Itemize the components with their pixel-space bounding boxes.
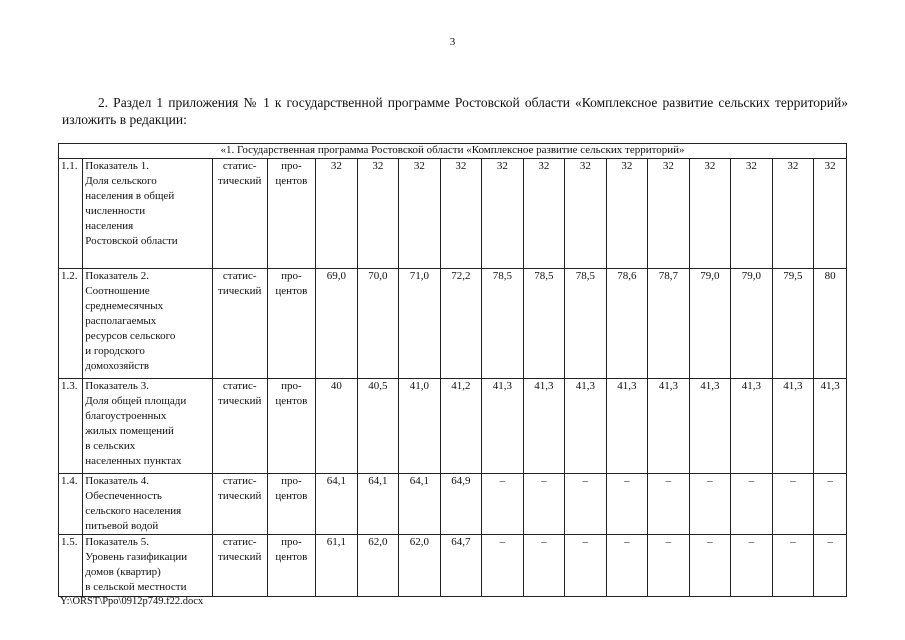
unit-of-measure: про- центов <box>267 474 316 535</box>
year-value: – <box>772 535 814 597</box>
year-value: 32 <box>399 159 441 269</box>
year-value: 40 <box>316 379 358 474</box>
year-value: 78,5 <box>565 269 607 379</box>
data-source: статис- тический <box>212 474 267 535</box>
year-value: 32 <box>440 159 482 269</box>
year-value: 32 <box>731 159 773 269</box>
year-value: – <box>523 474 565 535</box>
table-caption: «1. Государственная программа Ростовской области «Комплексное развитие сельских территорий» <box>59 144 847 159</box>
year-value: 32 <box>357 159 399 269</box>
table-row <box>59 159 847 269</box>
year-value: 32 <box>316 159 358 269</box>
year-value: – <box>772 474 814 535</box>
year-value: 64,1 <box>316 474 358 535</box>
year-value: – <box>731 474 773 535</box>
unit-of-measure: про- центов <box>267 159 316 269</box>
year-value: 69,0 <box>316 269 358 379</box>
unit-of-measure: про- центов <box>267 535 316 597</box>
year-value: 32 <box>689 159 731 269</box>
year-value: – <box>689 535 731 597</box>
unit-of-measure: про- центов <box>267 269 316 379</box>
year-value: – <box>648 535 690 597</box>
year-value: – <box>731 535 773 597</box>
row-number: 1.1. <box>59 159 83 269</box>
year-value: 61,1 <box>316 535 358 597</box>
year-value: 79,0 <box>731 269 773 379</box>
data-source: статис- тический <box>212 159 267 269</box>
year-value: 41,3 <box>689 379 731 474</box>
year-value: 64,1 <box>357 474 399 535</box>
unit-of-measure: про- центов <box>267 379 316 474</box>
indicator-name: Показатель 2. Соотношение среднемесячных располагаемых ресурсов сельского и городского домохозяйств <box>83 269 213 379</box>
page-number: 3 <box>449 36 456 48</box>
amendment-paragraph: 2. Раздел 1 приложения № 1 к государственной программе Ростовской области «Комплексное развитие сельских территорий» изложить в редакции: <box>62 95 848 127</box>
year-value: 41,2 <box>440 379 482 474</box>
year-value: 72,2 <box>440 269 482 379</box>
year-value: 41,3 <box>565 379 607 474</box>
year-value: 41,3 <box>731 379 773 474</box>
data-source: статис- тический <box>212 535 267 597</box>
year-value: – <box>814 474 847 535</box>
year-value: – <box>565 474 607 535</box>
data-source: статис- тический <box>212 269 267 379</box>
indicator-name: Показатель 1. Доля сельского населения в общей численности населения Ростовской области <box>83 159 213 269</box>
year-value: 62,0 <box>357 535 399 597</box>
indicator-name: Показатель 5. Уровень газификации домов (квартир) в сельской местности <box>83 535 213 597</box>
table-row <box>59 269 847 379</box>
table-caption-row <box>59 144 847 159</box>
year-value: 41,3 <box>648 379 690 474</box>
year-value: 78,5 <box>523 269 565 379</box>
year-value: 32 <box>648 159 690 269</box>
row-number: 1.4. <box>59 474 83 535</box>
year-value: 62,0 <box>399 535 441 597</box>
row-number: 1.2. <box>59 269 83 379</box>
year-value: 32 <box>565 159 607 269</box>
table-row <box>59 379 847 474</box>
year-value: – <box>482 474 524 535</box>
row-number: 1.5. <box>59 535 83 597</box>
year-value: – <box>606 535 648 597</box>
year-value: 64,1 <box>399 474 441 535</box>
year-value: 32 <box>606 159 648 269</box>
year-value: 64,7 <box>440 535 482 597</box>
year-value: 32 <box>523 159 565 269</box>
year-value: – <box>523 535 565 597</box>
year-value: 32 <box>814 159 847 269</box>
year-value: – <box>648 474 690 535</box>
year-value: 41,3 <box>482 379 524 474</box>
year-value: 40,5 <box>357 379 399 474</box>
data-source: статис- тический <box>212 379 267 474</box>
year-value: 71,0 <box>399 269 441 379</box>
year-value: – <box>482 535 524 597</box>
year-value: – <box>606 474 648 535</box>
year-value: 32 <box>772 159 814 269</box>
year-value: 80 <box>814 269 847 379</box>
year-value: 79,5 <box>772 269 814 379</box>
year-value: 64,9 <box>440 474 482 535</box>
indicator-name: Показатель 3. Доля общей площади благоустроенных жилых помещений в сельских населенных пунктах <box>83 379 213 474</box>
year-value: 41,3 <box>814 379 847 474</box>
year-value: 41,3 <box>772 379 814 474</box>
indicator-name: Показатель 4. Обеспеченность сельского населения питьевой водой <box>83 474 213 535</box>
file-path-footer: Y:\ORST\Ppo\0912p749.f22.docx <box>60 596 204 607</box>
indicators-table <box>58 143 847 597</box>
year-value: 41,0 <box>399 379 441 474</box>
year-value: 32 <box>482 159 524 269</box>
year-value: 41,3 <box>606 379 648 474</box>
year-value: 41,3 <box>523 379 565 474</box>
year-value: – <box>814 535 847 597</box>
year-value: 78,7 <box>648 269 690 379</box>
year-value: – <box>689 474 731 535</box>
year-value: 79,0 <box>689 269 731 379</box>
table-row <box>59 474 847 535</box>
year-value: 78,5 <box>482 269 524 379</box>
table-row <box>59 535 847 597</box>
year-value: 70,0 <box>357 269 399 379</box>
row-number: 1.3. <box>59 379 83 474</box>
year-value: 78,6 <box>606 269 648 379</box>
year-value: – <box>565 535 607 597</box>
